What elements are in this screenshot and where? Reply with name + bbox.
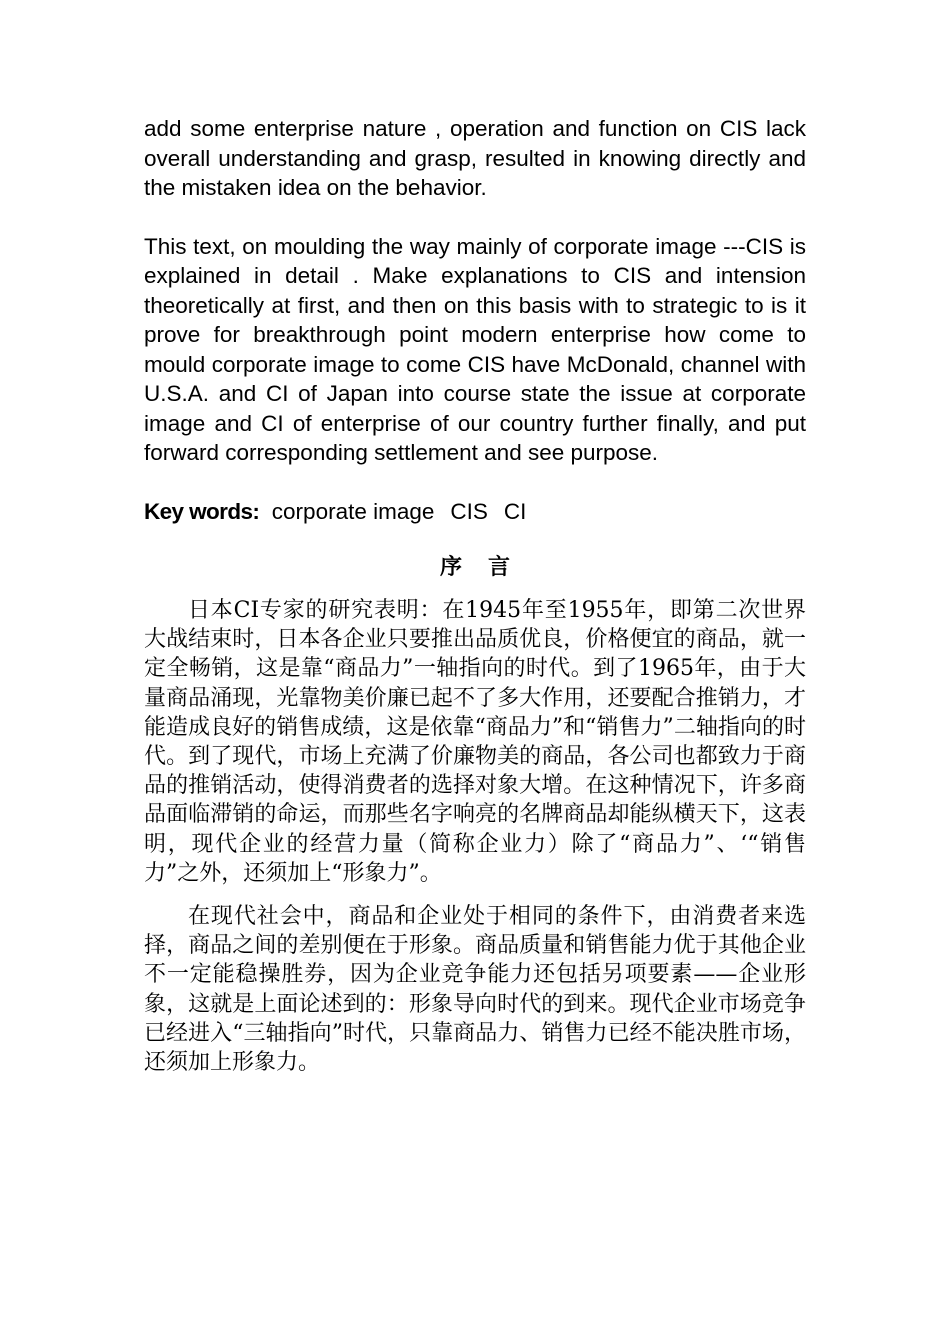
document-page — [144, 114, 806, 1077]
keyword-item: CIS — [450, 498, 488, 524]
preface-paragraph-2: 在现代社会中，商品和企业处于相同的条件下，由消费者来选择，商品之间的差别便在于形象。商品质量和销售能力优于其他企业不一定能稳操胜券，因为企业竞争能力还包括另项要素——企业形象，这就是上面论述到的：形象导向时代的到来。现代企业市场竞争已经进入“三轴指向”时代，只靠商品力、销售力已经不能决胜市场，还须加上形象力。 — [144, 904, 806, 1076]
preface-heading: 序言 — [439, 555, 536, 580]
keyword-item: corporate image — [271, 498, 435, 524]
keyword-item: CI — [503, 498, 527, 524]
preface-paragraph-1: 日本CI专家的研究表明：在1945年至1955年，即第二次世界大战结束时，日本各企业只要推出品质优良，价格便宜的商品，就一定全畅销，这是靠“商品力”一轴指向的时代。到了1965年，由于大量商品涌现，光靠物美价廉已起不了多大作用，还要配合推销力，才能造成良好的销售成绩，这是依靠“商品力”和“销售力”二轴指向的时代。到了现代，市场上充满了价廉物美的商品，各公司也都致力于商品的推销活动，使得消费者的选择对象大增。在这种情况下，许多商品面临滞销的命运，而那些名字响亮的名牌商品却能纵横天下，这表明，现代企业的经营力量（简称企业力）除了“商品力”、‘“销售力”之外，还须加上“形象力”。 — [144, 598, 806, 886]
abstract-paragraph-2: This text, on moulding the way mainly of corporate image ---CIS is explained in detail . Make explanations to CIS and intension theoretically at first, and then on this basis with to strategic to is it prove for breakthrough point modern enterprise how come to mould corporate image to come CIS have McDonald, channel with U.S.A. and CI of Japan into course state the issue at corporate image and CI of enterprise of our country further finally, and put forward corresponding settlement and see purpose. — [144, 233, 806, 465]
keywords-line — [144, 497, 806, 527]
abstract-paragraph-1: add some enterprise nature , operation and function on CIS lack overall understanding and grasp, resulted in knowing directly and the mistaken idea on the behavior. — [144, 116, 806, 200]
keywords-label: Key words: — [144, 498, 260, 524]
